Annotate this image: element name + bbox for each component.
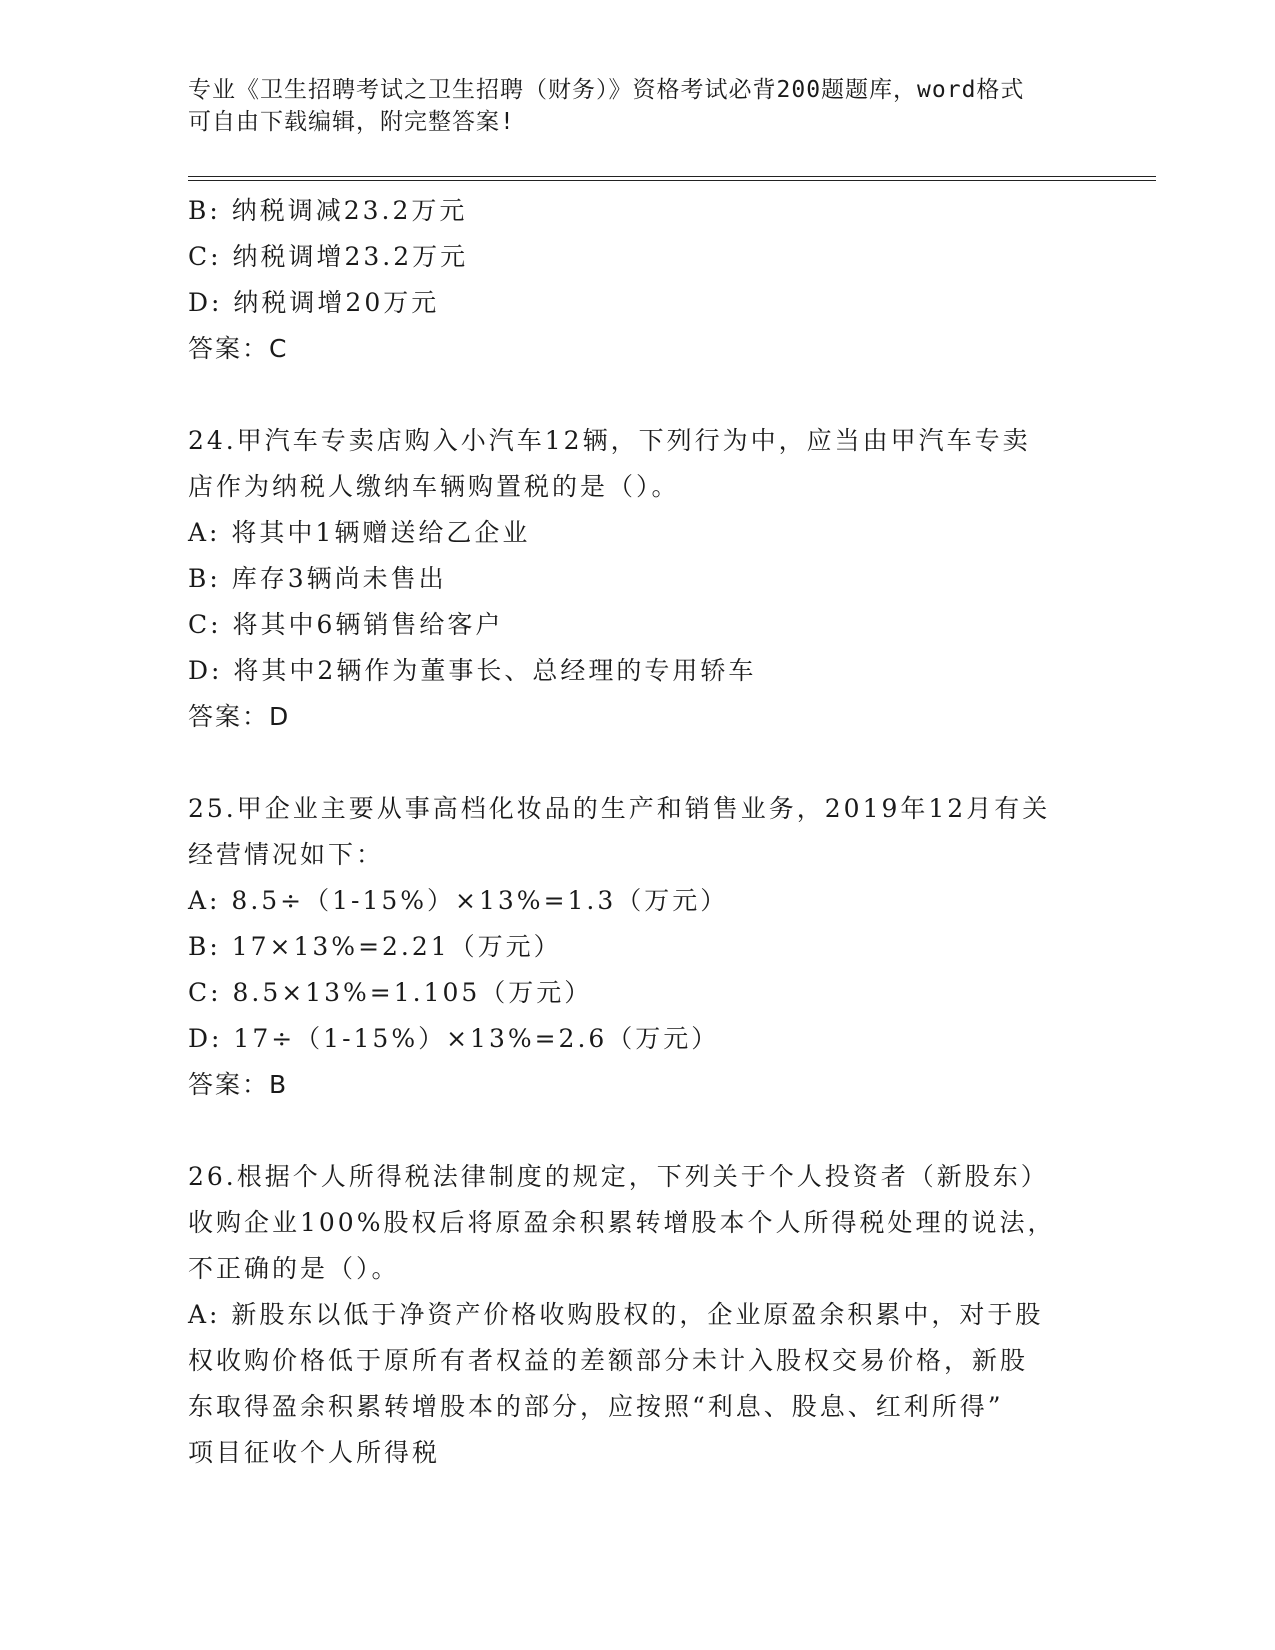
option-d: D: 将其中2辆作为董事长、总经理的专用轿车 (188, 656, 757, 685)
question-26 (188, 1154, 1088, 1476)
spacer (188, 1108, 1088, 1154)
option-a-line: A: 新股东以低于净资产价格收购股权的，企业原盈余积累中，对于股 (188, 1300, 1044, 1329)
option-b: B: 库存3辆尚未售出 (188, 564, 447, 593)
question-23-fragment (188, 188, 1088, 372)
option-a: A: 8.5÷（1-15%）×13%=1.3（万元） (188, 886, 729, 915)
option-c: C: 将其中6辆销售给客户 (188, 610, 504, 639)
question-stem-line: 24.甲汽车专卖店购入小汽车12辆，下列行为中，应当由甲汽车专卖 (188, 426, 1031, 455)
question-stem-line: 经营情况如下： (188, 840, 385, 869)
answer-line: 答案：C (188, 334, 289, 363)
spacer (188, 740, 1088, 786)
answer-line: 答案：B (188, 1070, 289, 1099)
question-24 (188, 418, 1088, 740)
answer-line: 答案：D (188, 702, 291, 731)
header-line-1: 专业《卫生招聘考试之卫生招聘（财务）》资格考试必背200题题库，word格式 (188, 77, 1025, 103)
option-a-line: 东取得盈余积累转增股本的部分，应按照“利息、股息、红利所得” (188, 1392, 1004, 1421)
option-c: C: 8.5×13%=1.105（万元） (188, 978, 593, 1007)
question-stem-line: 26.根据个人所得税法律制度的规定，下列关于个人投资者（新股东） (188, 1162, 1049, 1191)
option-d: D: 纳税调增20万元 (188, 288, 440, 317)
question-stem-line: 不正确的是（）。 (188, 1254, 400, 1283)
question-25 (188, 786, 1088, 1108)
option-b: B: 17×13%=2.21（万元） (188, 932, 562, 961)
option-c: C: 纳税调增23.2万元 (188, 242, 469, 271)
question-stem-line: 25.甲企业主要从事高档化妆品的生产和销售业务，2019年12月有关 (188, 794, 1051, 823)
question-stem-line: 收购企业100%股权后将原盈余积累转增股本个人所得税处理的说法， (188, 1208, 1056, 1237)
question-stem-line: 店作为纳税人缴纳车辆购置税的是（）。 (188, 472, 680, 501)
option-a-line: 权收购价格低于原所有者权益的差额部分未计入股权交易价格，新股 (188, 1346, 1029, 1375)
page-header (188, 74, 1088, 138)
option-a-line: 项目征收个人所得税 (188, 1438, 441, 1467)
option-b: B: 纳税调减23.2万元 (188, 196, 468, 225)
option-d: D: 17÷（1-15%）×13%=2.6（万元） (188, 1024, 720, 1053)
option-a: A: 将其中1辆赠送给乙企业 (188, 518, 531, 547)
header-line-2: 可自由下载编辑，附完整答案! (188, 109, 515, 135)
spacer (188, 372, 1088, 418)
document-body (188, 188, 1088, 1476)
header-divider (188, 176, 1156, 181)
